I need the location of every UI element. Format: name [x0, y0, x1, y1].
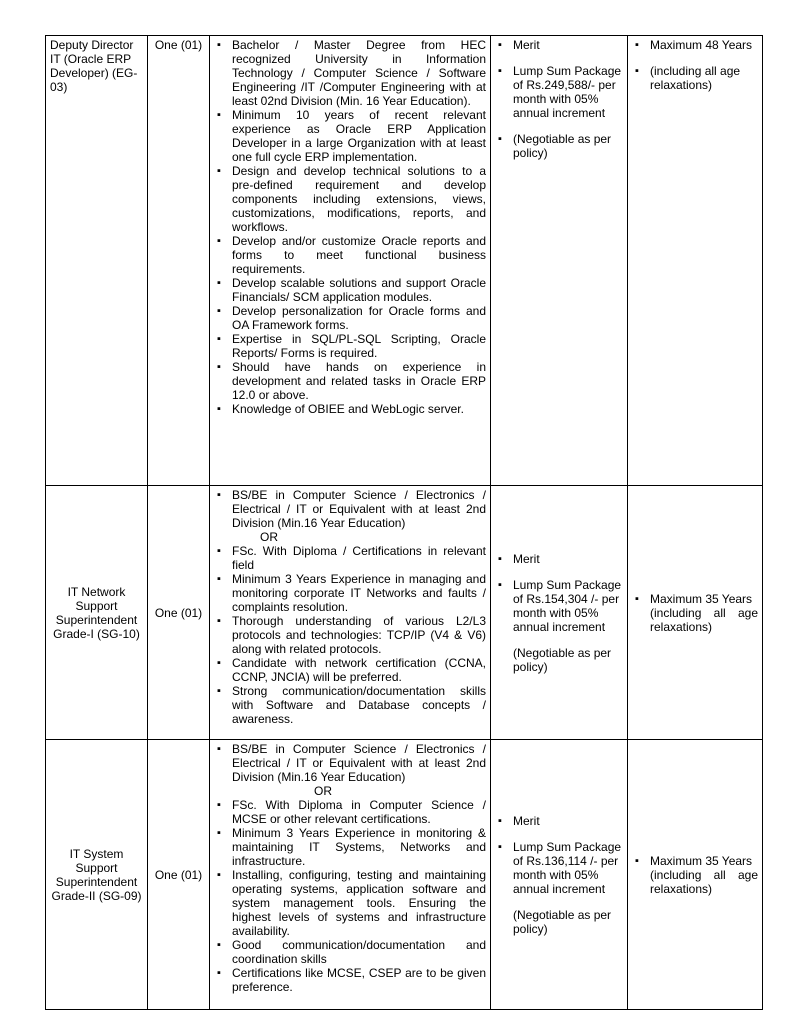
- age-list: [632, 38, 758, 92]
- list-item: ▪ Thorough understanding of various L2/L3 protocols and technologies: TCP/IP (V4 & V6) along with related protocols.: [214, 614, 486, 656]
- selection-basis: ▪ Merit: [495, 552, 623, 566]
- requirements-cell: [210, 486, 491, 740]
- package-text: ▪ Lump Sum Package of Rs.249,588/- per month with 05% annual increment: [495, 64, 623, 120]
- list-item: ▪ Expertise in SQL/PL-SQL Scripting, Oracle Reports/ Forms is required.: [214, 332, 486, 360]
- age-limit: ▪ Maximum 35 Years: [632, 854, 758, 868]
- negotiable-text: (Negotiable as per policy): [513, 907, 612, 936]
- table-row: [46, 740, 763, 1010]
- requirements-cell: [210, 740, 491, 1010]
- list-item: ▪ Certifications like MCSE, CSEP are to be given preference.: [214, 966, 486, 994]
- job-vacancies-table: [45, 35, 763, 1010]
- age-list: [632, 854, 758, 868]
- list-item: ▪ Develop and/or customize Oracle reports and forms to meet functional business requirements.: [214, 234, 486, 276]
- list-item: ▪ Should have hands on experience in development and related tasks in Oracle ERP 12.0 or above.: [214, 360, 486, 402]
- positions-count: One (01): [148, 740, 210, 1010]
- selection-basis: ▪ Merit: [495, 814, 623, 828]
- age-note: (including all age relaxations): [650, 867, 758, 896]
- pay-list: [495, 38, 623, 160]
- age-limit: ▪ Maximum 48 Years: [632, 38, 758, 52]
- table-row: [46, 486, 763, 740]
- age-note: ▪ (including all age relaxations): [632, 64, 758, 92]
- negotiable-text: ▪ (Negotiable as per policy): [495, 132, 623, 160]
- age-cell: [628, 486, 763, 740]
- table-row: [46, 36, 763, 486]
- list-item: ▪ BS/BE in Computer Science / Electronics / Electrical / IT or Equivalent with at least 2nd Division (Min.16 Year Education): [214, 488, 486, 530]
- negotiable-text: (Negotiable as per policy): [513, 645, 612, 674]
- list-item: ▪ Minimum 3 Years Experience in managing and monitoring corporate IT Networks and faults / complaints resolution.: [214, 572, 486, 614]
- selection-basis: ▪ Merit: [495, 38, 623, 52]
- list-item: ▪ Develop personalization for Oracle forms and OA Framework forms.: [214, 304, 486, 332]
- requirements-list: [214, 38, 486, 416]
- list-item: ▪ Knowledge of OBIEE and WebLogic server.: [214, 402, 486, 416]
- pay-list: [495, 552, 623, 634]
- list-item: ▪ FSc. With Diploma in Computer Science / MCSE or other relevant certifications.: [214, 798, 486, 826]
- or-label: OR: [314, 784, 332, 798]
- list-item: ▪ Minimum 10 years of recent relevant experience as Oracle ERP Application Developer in a large Organization with at least one full cycle ERP implementation.: [214, 108, 486, 164]
- list-item: ▪ BS/BE in Computer Science / Electronics / Electrical / IT or Equivalent with at least 2nd Division (Min.16 Year Education): [214, 742, 486, 784]
- or-label: OR: [260, 530, 278, 544]
- post-title: IT Network Support Superintendent Grade-I (SG-10): [46, 486, 148, 740]
- age-note: (including all age relaxations): [650, 605, 758, 634]
- list-item: ▪ Minimum 3 Years Experience in monitoring & maintaining IT Systems, Networks and infrastructure.: [214, 826, 486, 868]
- package-text: ▪ Lump Sum Package of Rs.154,304 /- per month with 05% annual increment: [495, 578, 623, 634]
- positions-count: One (01): [148, 486, 210, 740]
- or-separator: [214, 784, 486, 798]
- age-list: [632, 592, 758, 606]
- requirements-cell: [210, 36, 491, 486]
- post-title: Deputy Director IT (Oracle ERP Developer) (EG-03): [46, 36, 148, 486]
- list-item: ▪ Candidate with network certification (CCNA, CCNP, JNCIA) will be preferred.: [214, 656, 486, 684]
- list-item: ▪ Bachelor / Master Degree from HEC recognized University in Information Technology / Computer Science / Software Engineering /IT /Computer Engineering with at least 02nd Division (Min. 16 Year Education).: [214, 38, 486, 108]
- list-item: ▪ Good communication/documentation and coordination skills: [214, 938, 486, 966]
- pay-list: [495, 814, 623, 896]
- or-separator: [214, 530, 486, 544]
- list-item: ▪ Develop scalable solutions and support Oracle Financials/ SCM application modules.: [214, 276, 486, 304]
- age-cell: [628, 740, 763, 1010]
- requirements-list: [214, 488, 486, 726]
- list-item: ▪ Strong communication/documentation skills with Software and Database concepts / awareness.: [214, 684, 486, 726]
- requirements-list: [214, 742, 486, 994]
- pay-cell: [491, 486, 628, 740]
- package-text: ▪ Lump Sum Package of Rs.136,114 /- per month with 05% annual increment: [495, 840, 623, 896]
- pay-cell: [491, 740, 628, 1010]
- list-item: ▪ Design and develop technical solutions to a pre-defined requirement and develop components including extensions, views, customizations, modifications, reports, and workflows.: [214, 164, 486, 234]
- age-limit: ▪ Maximum 35 Years: [632, 592, 758, 606]
- positions-count: One (01): [148, 36, 210, 486]
- list-item: ▪ Installing, configuring, testing and maintaining operating systems, application software and system management tools. Ensuring the highest levels of systems and infrastructure availability.: [214, 868, 486, 938]
- age-cell: [628, 36, 763, 486]
- pay-cell: [491, 36, 628, 486]
- post-title: IT System Support Superintendent Grade-II (SG-09): [46, 740, 148, 1010]
- list-item: ▪ FSc. With Diploma / Certifications in relevant field: [214, 544, 486, 572]
